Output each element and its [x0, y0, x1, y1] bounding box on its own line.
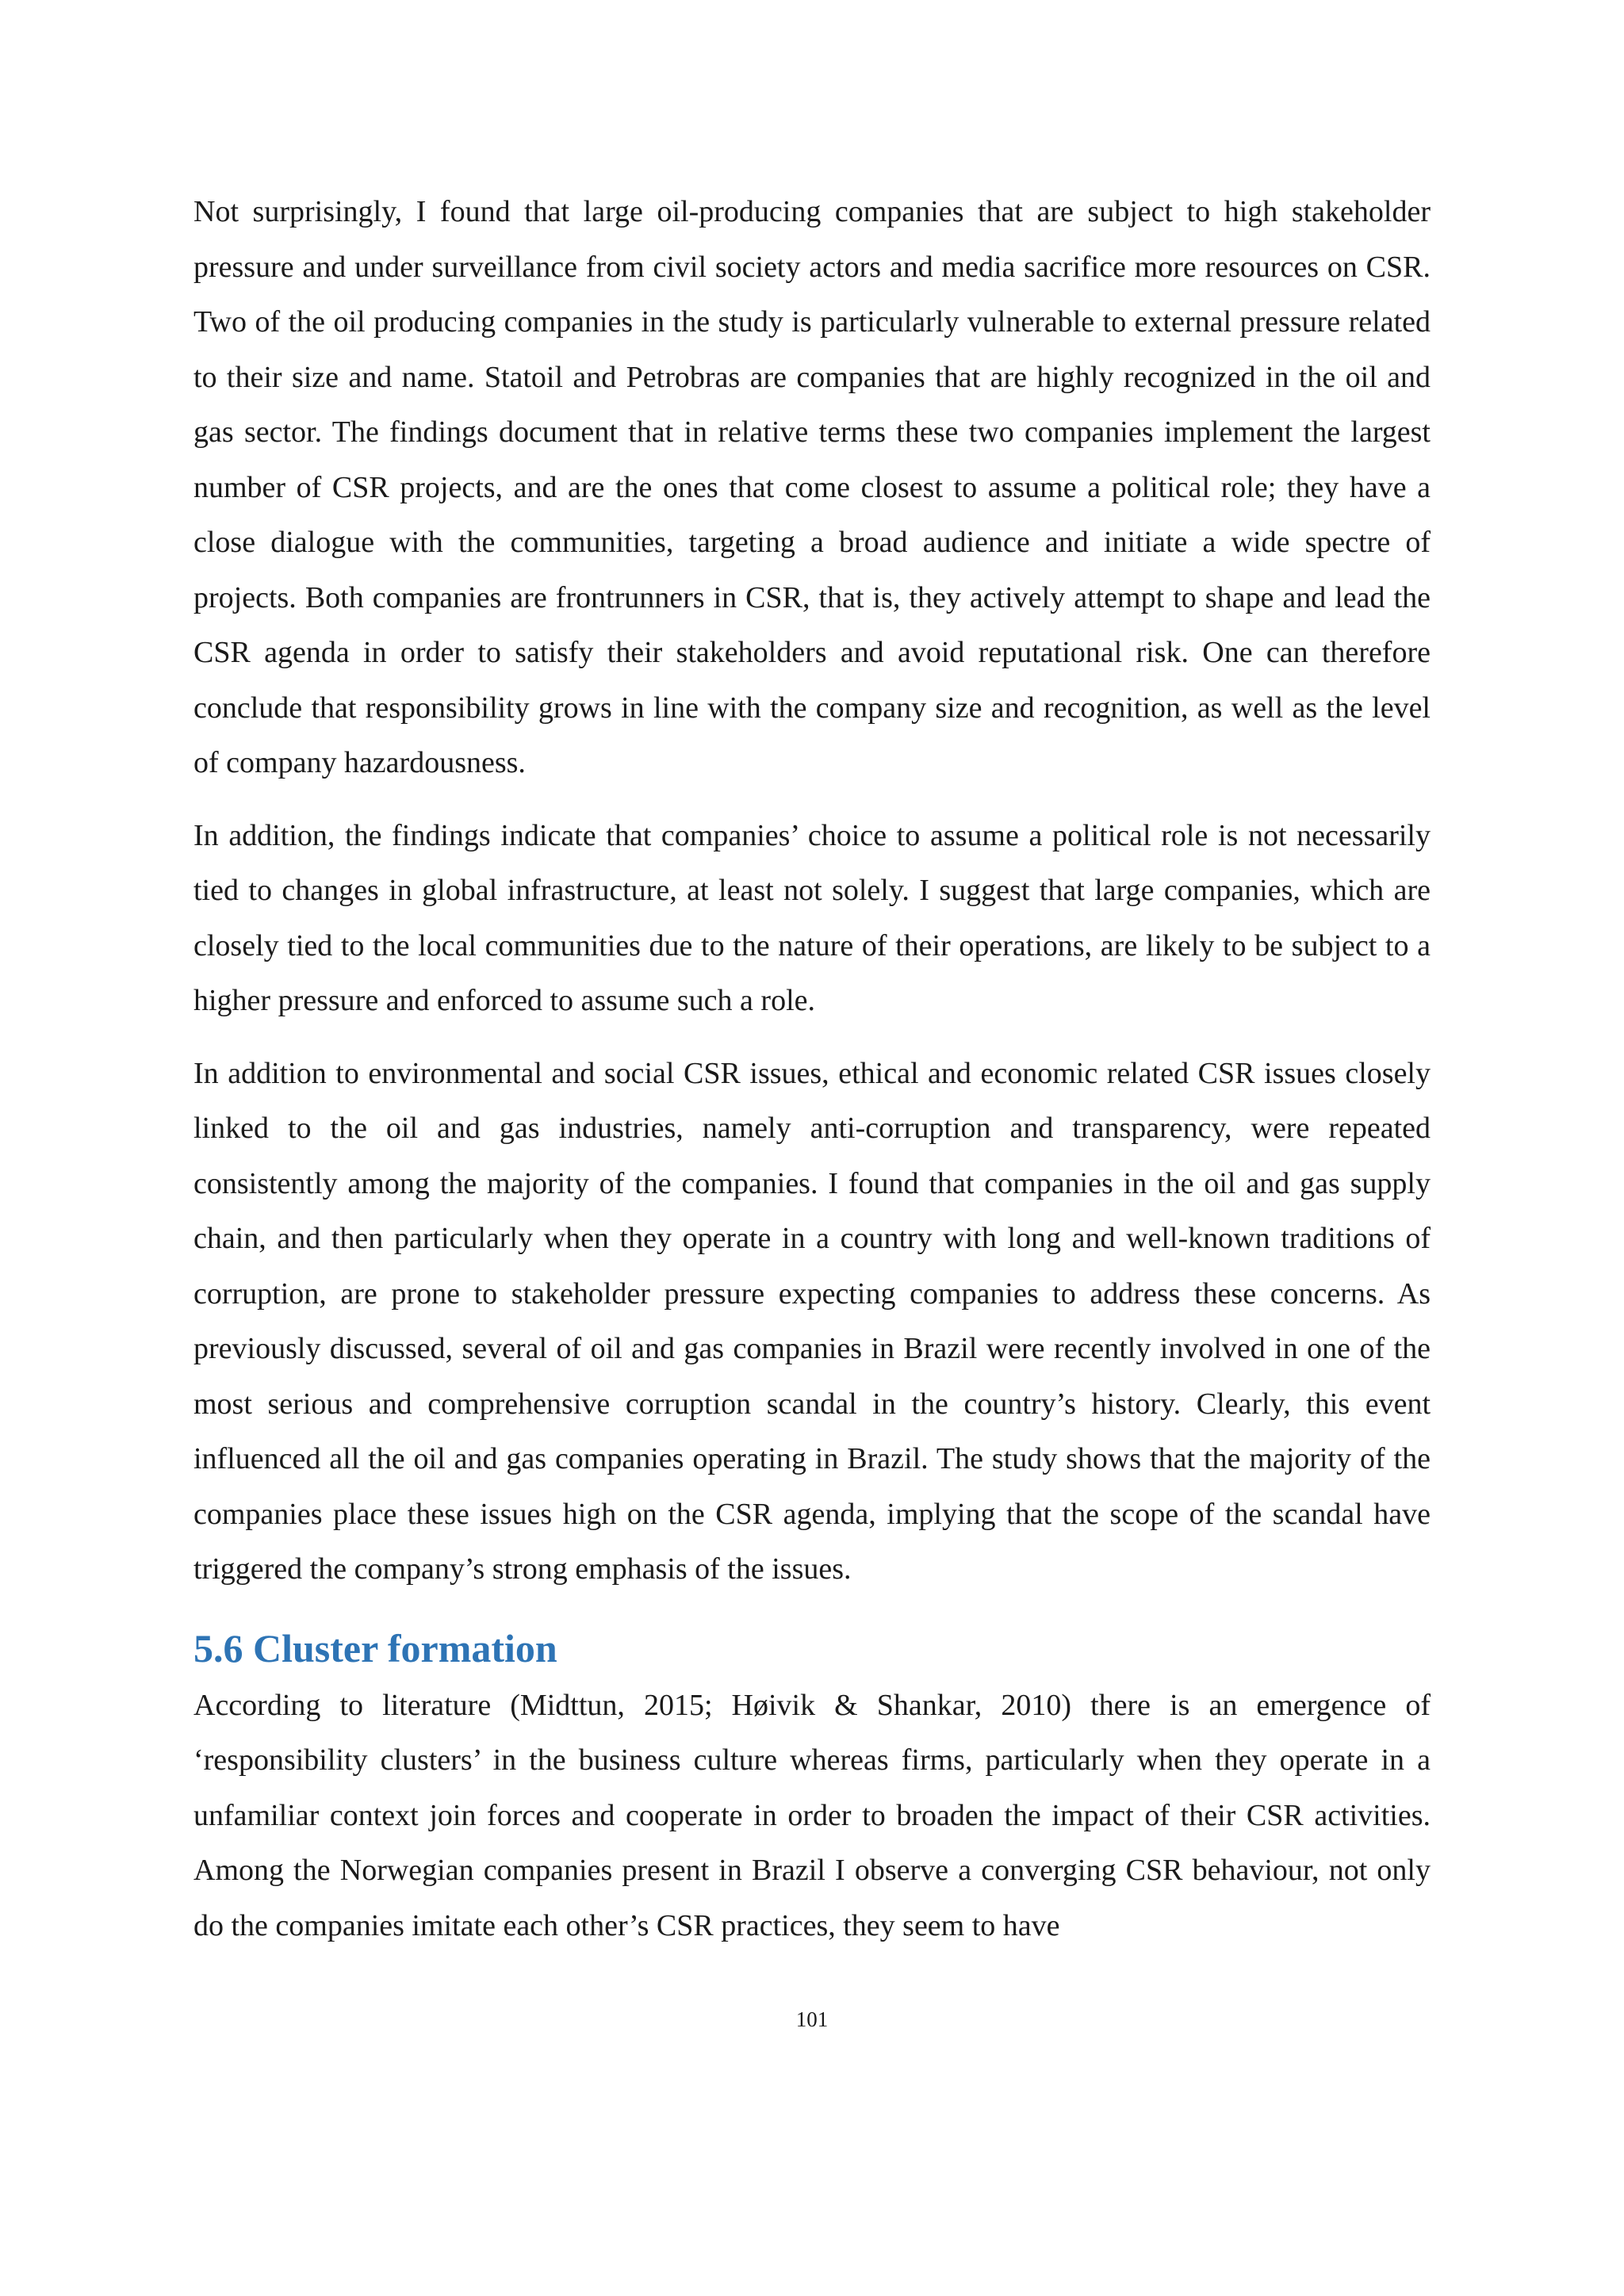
section-title: Cluster formation — [253, 1625, 557, 1670]
body-paragraph: Not surprisingly, I found that large oil-producing companies that are subject to high stakeholder pressure and under surveillance from civil society actors and media sacrifice more resources on CSR. Two of the oil producing companies in the study is particularly vulnerable to external pressure related to their size and name. Statoil and Petrobras are companies that are highly recognized in the oil and gas sector. The findings document that in relative terms these two companies implement the largest number of CSR projects, and are the ones that come closest to assume a political role; they have a close dialogue with the communities, targeting a broad audience and initiate a wide spectre of projects. Both companies are frontrunners in CSR, that is, they actively attempt to shape and lead the CSR agenda in order to satisfy their stakeholders and avoid reputational risk. One can therefore conclude that responsibility grows in line with the company size and recognition, as well as the level of company hazardousness. — [193, 195, 1431, 779]
body-paragraph: In addition to environmental and social CSR issues, ethical and economic related CSR issues closely linked to the oil and gas industries, namely anti-corruption and transparency, were repeated consistently among the majority of the companies. I found that companies in the oil and gas supply chain, and then particularly when they operate in a country with long and well-known traditions of corruption, are prone to stakeholder pressure expecting companies to address these concerns. As previously discussed, several of oil and gas companies in Brazil were recently involved in one of the most serious and comprehensive corruption scandal in the country’s history. Clearly, this event influenced all the oil and gas companies operating in Brazil. The study shows that the majority of the companies place these issues high on the CSR agenda, implying that the scope of the scandal have triggered the company’s strong emphasis of the issues. — [193, 1056, 1431, 1586]
page-body — [193, 185, 1431, 1971]
body-paragraph: In addition, the findings indicate that companies’ choice to assume a political role is not necessarily tied to changes in global infrastructure, at least not solely. I suggest that large companies, which are closely tied to the local communities due to the nature of their operations, are likely to be subject to a higher pressure and enforced to assume such a role. — [193, 818, 1431, 1017]
section-heading — [193, 1615, 1431, 1678]
page-number: 101 — [795, 2007, 829, 2031]
section-number: 5.6 — [193, 1625, 243, 1670]
section-paragraph: According to literature (Midttun, 2015; Høivik & Shankar, 2010) there is an emergence of ‘responsibility clusters’ in the business culture whereas firms, particularly when they operate in a unfamiliar context join forces and cooperate in order to broaden the impact of their CSR activities. Among the Norwegian companies present in Brazil I observe a converging CSR behaviour, not only do the companies imitate each other’s CSR practices, they seem to have — [193, 1688, 1431, 1942]
